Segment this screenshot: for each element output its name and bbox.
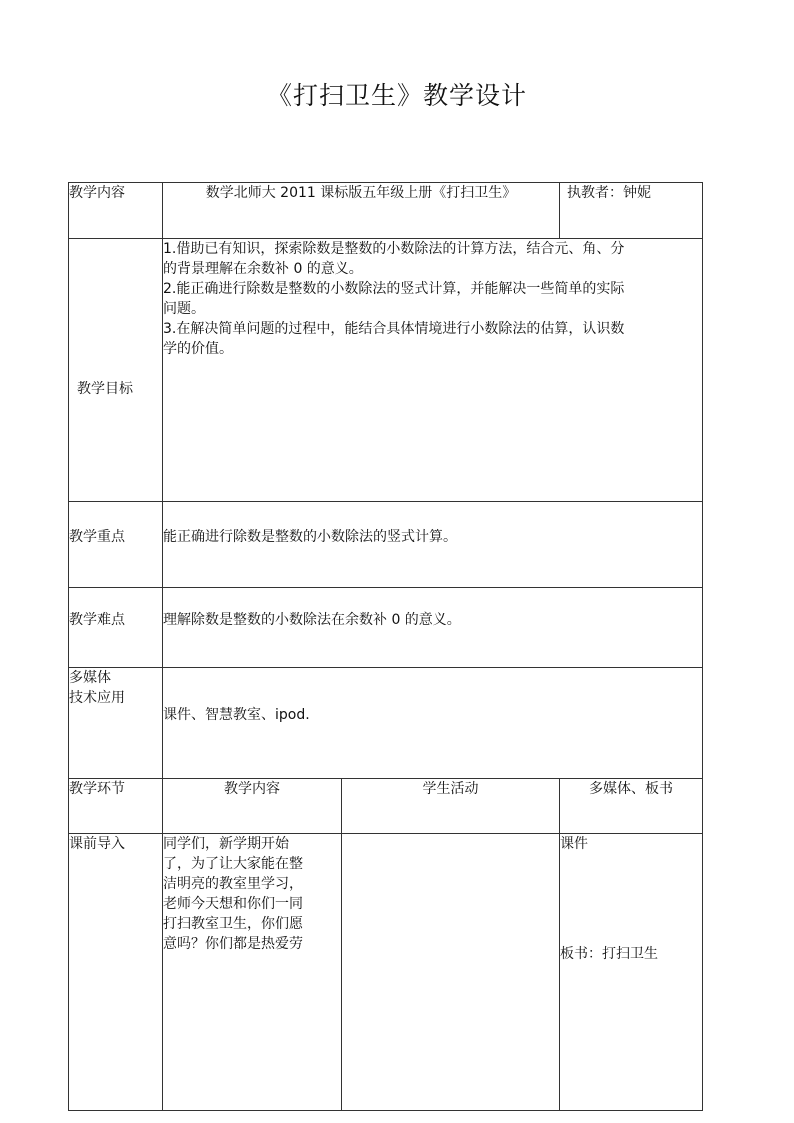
student-activity <box>342 834 560 1111</box>
stage-content <box>163 834 342 1111</box>
media-courseware: 课件 <box>560 836 588 852</box>
content-line: 了，为了让大家能在整 <box>163 856 303 872</box>
label-key-point: 教学重点 <box>69 502 163 588</box>
goal-line: 学的价值。 <box>163 341 233 357</box>
goal-line: 的背景理解在余数补 0 的意义。 <box>163 261 363 277</box>
process-header-row <box>69 779 703 834</box>
value-teaching-content: 数学北师大 2011 课标版五年级上册《打扫卫生》 <box>163 183 560 239</box>
value-difficulty: 理解除数是整数的小数除法在余数补 0 的意义。 <box>163 588 703 668</box>
label-media <box>69 668 163 779</box>
teacher-name: 执教者：钟妮 <box>560 183 703 239</box>
header-content: 教学内容 <box>163 779 342 834</box>
media-board <box>560 834 703 1111</box>
lesson-plan-table <box>68 182 703 1111</box>
label-teaching-goals: 教学目标 <box>69 239 163 502</box>
header-stage: 教学环节 <box>69 779 163 834</box>
label-media-line2: 技术应用 <box>69 690 125 706</box>
process-row <box>69 834 703 1111</box>
label-teaching-content: 教学内容 <box>69 183 163 239</box>
content-line: 洁明亮的教室里学习， <box>163 876 303 892</box>
stage-name: 课前导入 <box>69 834 163 1111</box>
document-title: 《打扫卫生》教学设计 <box>266 81 527 110</box>
value-media: 课件、智慧教室、ipod. <box>163 668 703 779</box>
goal-line: 1.借助已有知识，探索除数是整数的小数除法的计算方法，结合元、角、分 <box>163 241 625 257</box>
goal-line: 问题。 <box>163 301 205 317</box>
row-teaching-goals <box>69 239 703 502</box>
goal-line: 3.在解决简单问题的过程中，能结合具体情境进行小数除法的估算，认识数 <box>163 321 625 337</box>
content-line: 意吗？你们都是热爱劳 <box>163 936 303 952</box>
label-difficulty: 教学难点 <box>69 588 163 668</box>
header-activity: 学生活动 <box>342 779 560 834</box>
row-teaching-content <box>69 183 703 239</box>
header-media: 多媒体、板书 <box>560 779 703 834</box>
value-key-point: 能正确进行除数是整数的小数除法的竖式计算。 <box>163 502 703 588</box>
content-line: 同学们，新学期开始 <box>163 836 289 852</box>
row-difficulty <box>69 588 703 668</box>
label-media-line1: 多媒体 <box>69 670 111 686</box>
goal-line: 2.能正确进行除数是整数的小数除法的竖式计算，并能解决一些简单的实际 <box>163 281 625 297</box>
goals-text <box>163 239 703 502</box>
content-line: 打扫教室卫生，你们愿 <box>163 916 303 932</box>
row-media <box>69 668 703 779</box>
row-key-point <box>69 502 703 588</box>
content-line: 老师今天想和你们一同 <box>163 896 303 912</box>
board-title: 板书：打扫卫生 <box>560 946 658 962</box>
